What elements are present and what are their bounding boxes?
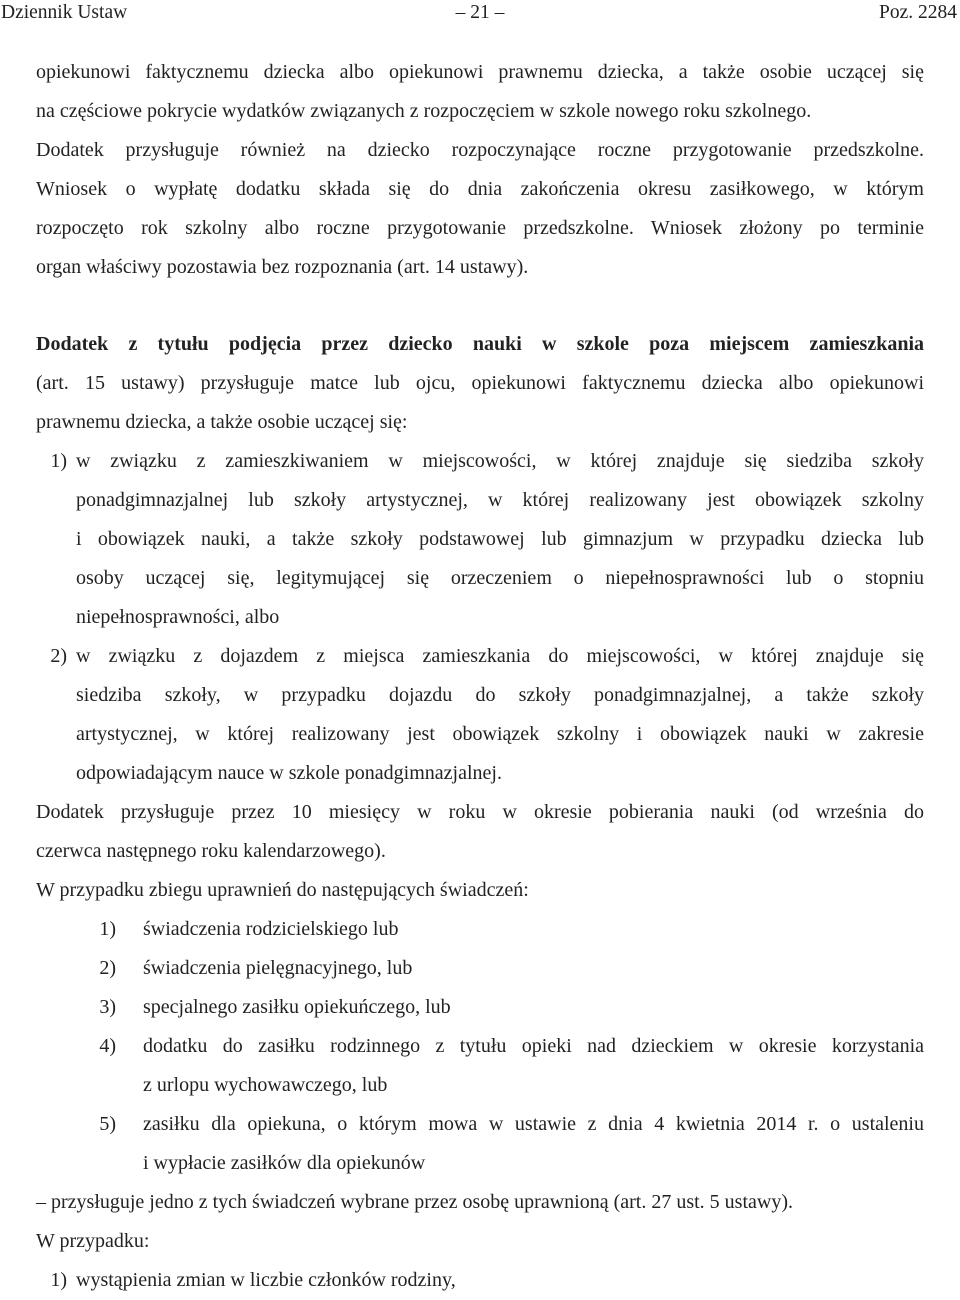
list-item-line: dodatku do zasiłku rodzinnego z tytułu opieki nad dzieckiem w okresie korzystania (143, 1035, 924, 1057)
list-item-line: niepełnosprawności, albo (76, 606, 280, 628)
paragraph-line: czerwca następnego roku kalendarzowego). (36, 840, 386, 862)
page-header (0, 0, 960, 26)
list-item-line: specjalnego zasiłku opiekuńczego, lub (143, 996, 451, 1018)
paragraph-line: prawnemu dziecka, a także osobie uczącej się: (36, 411, 408, 433)
paragraph-line: na częściowe pokrycie wydatków związanych z rozpoczęciem w szkole nowego roku szkolnego. (36, 100, 812, 122)
paragraph-line: Dodatek przysługuje przez 10 miesięcy w roku w okresie pobierania nauki (od września do (36, 801, 924, 823)
paragraph-line: – przysługuje jedno z tych świadczeń wybrane przez osobę uprawnioną (art. 27 ust. 5 ustawy). (36, 1191, 793, 1213)
paragraph-line: (art. 15 ustawy) przysługuje matce lub ojcu, opiekunowi faktycznemu dziecka albo opiekunowi (36, 372, 924, 394)
paragraph-line: Dodatek przysługuje również na dziecko rozpoczynające roczne przygotowanie przedszkolne. (36, 139, 924, 161)
list-item-line: świadczenia rodzicielskiego lub (143, 918, 399, 940)
list-item-number: 1) (50, 450, 67, 472)
list-item-line: i wypłacie zasiłków dla opiekunów (143, 1152, 426, 1174)
list-item-number: 5) (99, 1113, 116, 1135)
list-item-line: i obowiązek nauki, a także szkoły podstawowej lub gimnazjum w przypadku dziecka lub (76, 528, 924, 550)
list-item-line: osoby uczącej się, legitymującej się orzeczeniem o niepełnosprawności lub o stopniu (76, 567, 924, 589)
paragraph-line: W przypadku zbiegu uprawnień do następujących świadczeń: (36, 879, 529, 901)
paragraph-line: organ właściwy pozostawia bez rozpoznania (art. 14 ustawy). (36, 256, 529, 278)
list-item-line: ponadgimnazjalnej lub szkoły artystycznej, w której realizowany jest obowiązek szkolny (76, 489, 924, 511)
list-item-number: 4) (99, 1035, 116, 1057)
list-item-line: z urlopu wychowawczego, lub (143, 1074, 388, 1096)
list-item-line: zasiłku dla opiekuna, o którym mowa w ustawie z dnia 4 kwietnia 2014 r. o ustaleniu (143, 1113, 924, 1135)
list-item-number: 2) (99, 957, 116, 979)
paragraph-line: Wniosek o wypłatę dodatku składa się do dnia zakończenia okresu zasiłkowego, w którym (36, 178, 924, 200)
paragraph-line: opiekunowi faktycznemu dziecka albo opiekunowi prawnemu dziecka, a także osobie uczącej się (36, 61, 924, 83)
list-item-line: świadczenia pielęgnacyjnego, lub (143, 957, 413, 979)
list-item-number: 1) (50, 1269, 67, 1291)
list-item-line: w związku z zamieszkiwaniem w miejscowości, w której znajduje się siedziba szkoły (76, 450, 924, 472)
list-item-line: odpowiadającym nauce w szkole ponadgimnazjalnej. (76, 762, 502, 784)
list-item-line: wystąpienia zmian w liczbie członków rodziny, (76, 1269, 456, 1291)
paragraph-line: W przypadku: (36, 1230, 150, 1252)
list-item-line: artystycznej, w której realizowany jest obowiązek szkolny i obowiązek nauki w zakresie (76, 723, 924, 745)
position-number: Poz. 2284 (879, 2, 957, 23)
page-number: – 21 – (455, 2, 505, 23)
list-item-number: 2) (50, 645, 67, 667)
list-item-line: w związku z dojazdem z miejsca zamieszkania do miejscowości, w której znajduje się (76, 645, 924, 667)
paragraph-line: rozpoczęto rok szkolny albo roczne przygotowanie przedszkolne. Wniosek złożony po terminie (36, 217, 924, 239)
journal-title: Dziennik Ustaw (1, 2, 128, 23)
section-heading: Dodatek z tytułu podjęcia przez dziecko nauki w szkole poza miejscem zamieszkania (36, 333, 924, 355)
list-item-number: 1) (99, 918, 116, 940)
list-item-line: siedziba szkoły, w przypadku dojazdu do szkoły ponadgimnazjalnej, a także szkoły (76, 684, 924, 706)
list-item-number: 3) (99, 996, 116, 1018)
